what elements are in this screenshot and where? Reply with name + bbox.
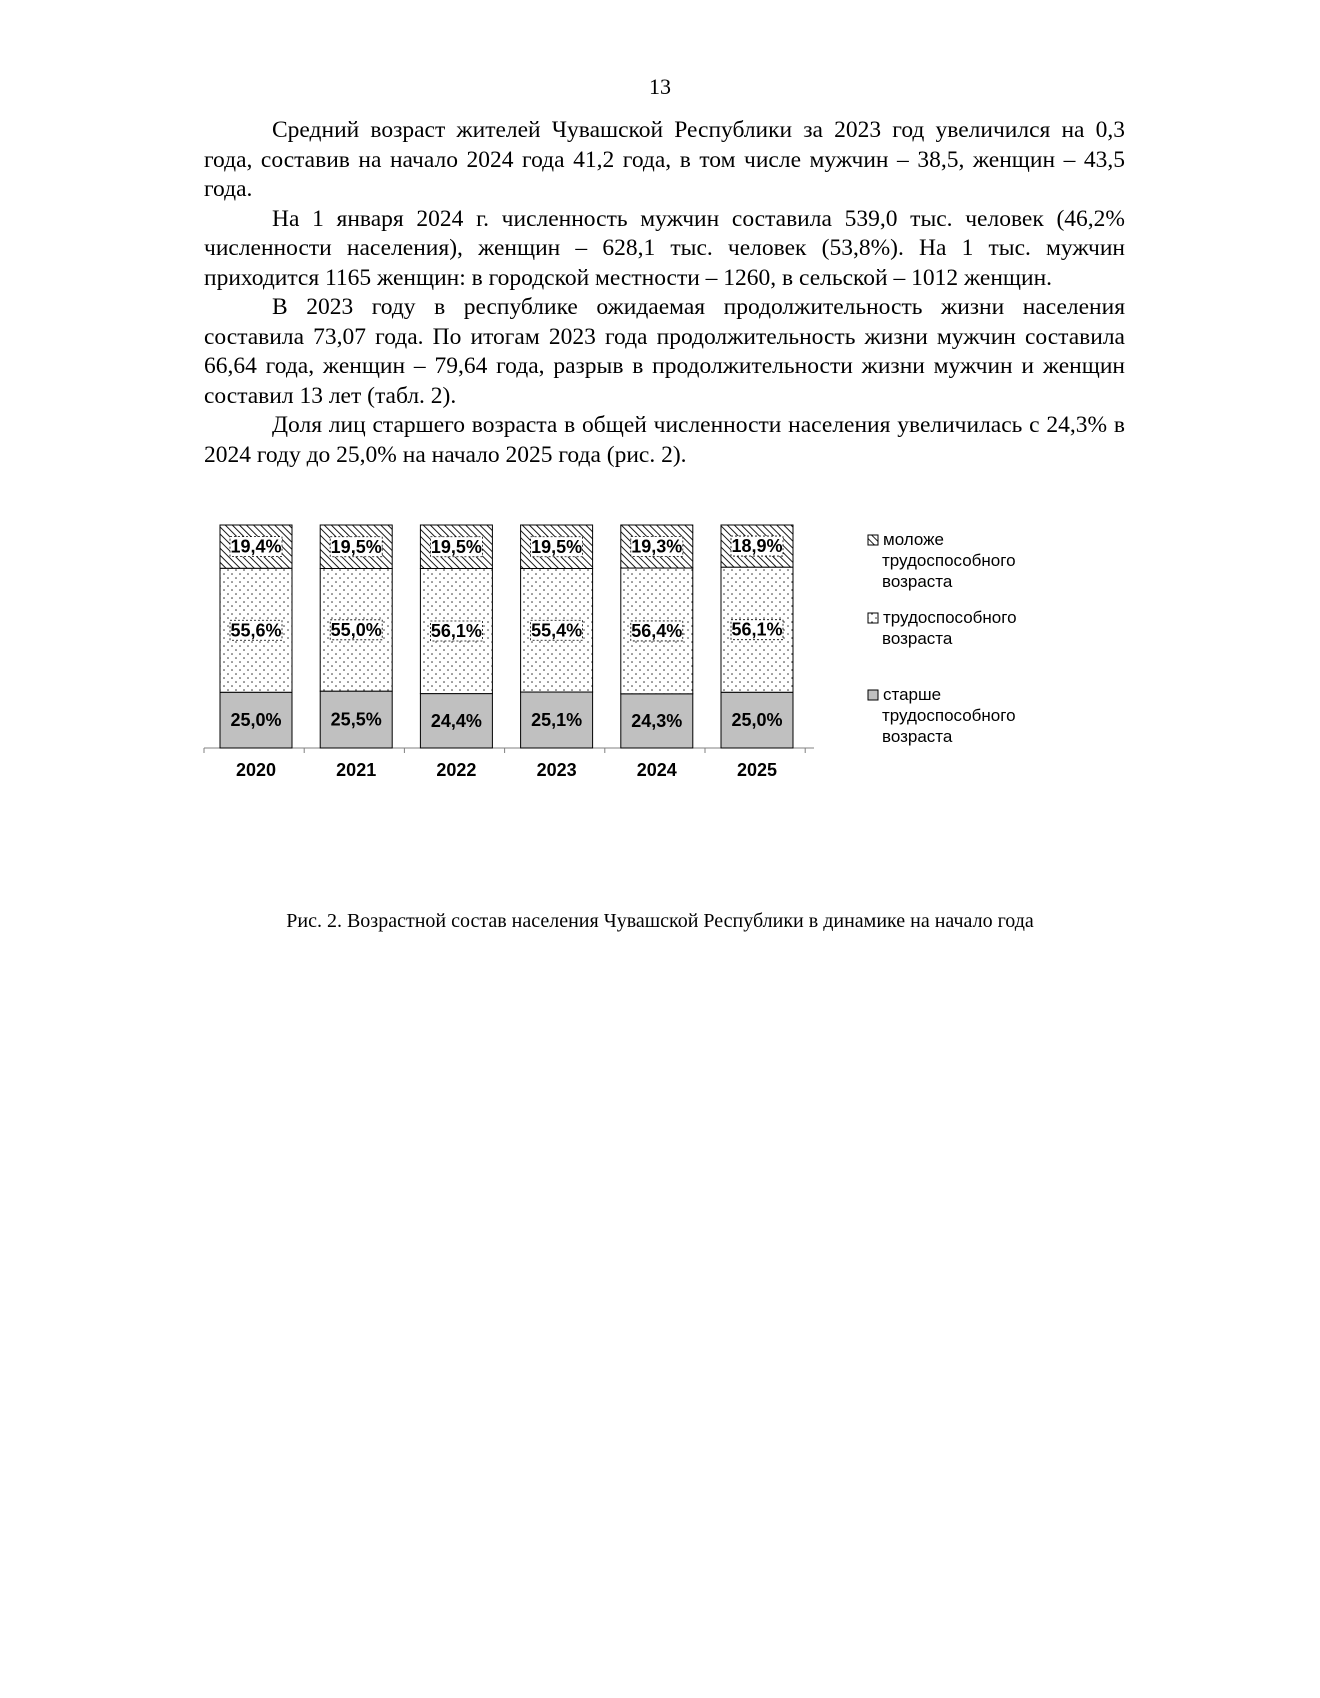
paragraph-sex-ratio: На 1 января 2024 г. численность мужчин составила 539,0 тыс. человек (46,2% численности населения), женщин – 628,1 тыс. человек (53,8%). На 1 тыс. мужчин приходится 1165 женщин: в городской местности – 1260, в сельской – 1012 женщин.: [204, 205, 1125, 291]
data-label-solid-gray-2024: 24,3%: [631, 710, 683, 731]
legend-text-dots: возраста: [882, 629, 953, 648]
data-label-hatch-2020: 19,4%: [230, 536, 282, 557]
year-label-2025: 2025: [736, 760, 778, 780]
data-label-hatch-2025: 18,9%: [731, 536, 783, 557]
legend-text-hatch: моложе: [883, 530, 944, 549]
legend-text-solid-gray: трудоспособного: [882, 706, 1016, 725]
data-label-hatch-2022: 19,5%: [430, 536, 482, 557]
legend-text-solid-gray: возраста: [882, 727, 953, 746]
page-number: 13: [649, 74, 671, 99]
legend-text-hatch: возраста: [882, 572, 953, 591]
paragraph-elderly-share: Доля лиц старшего возраста в общей численности населения увеличилась с 24,3% в 2024 году до 25,0% на начало 2025 года (рис. 2).: [204, 412, 1125, 468]
legend-swatch-hatch: [868, 535, 878, 545]
data-label-solid-gray-2020: 25,0%: [230, 710, 282, 731]
data-label-solid-gray-2022: 24,4%: [430, 710, 482, 731]
paragraph-average-age: Средний возраст жителей Чувашской Республики за 2023 год увеличился на 0,3 года, составив на начало 2024 года 41,2 года, в том числе мужчин – 38,5, женщин – 43,5 года.: [204, 117, 1125, 202]
figure-caption: Рис. 2. Возрастной состав населения Чувашской Республики в динамике на начало года: [286, 910, 1034, 932]
data-label-dots-2024: 56,4%: [631, 620, 683, 641]
year-label-2023: 2023: [536, 760, 577, 780]
body-text: [204, 116, 1125, 470]
paragraph-life-expectancy: В 2023 году в республике ожидаемая продолжительность жизни населения составила 73,07 года. По итогам 2023 года продолжительность жизни мужчин составила 66,64 года, женщин – 79,64 года, разрыв в продолжительности жизни мужчин и женщин составил 13 лет (табл. 2).: [204, 294, 1125, 409]
data-label-hatch-2023: 19,5%: [531, 536, 583, 557]
data-label-dots-2021: 55,0%: [330, 619, 382, 640]
legend-swatch-dots: [868, 613, 878, 623]
data-label-dots-2025: 56,1%: [731, 619, 783, 640]
year-label-2024: 2024: [636, 760, 677, 780]
chart-svg: [210, 530, 1130, 870]
data-label-hatch-2021: 19,5%: [330, 536, 382, 557]
data-label-dots-2022: 56,1%: [430, 621, 482, 642]
data-label-dots-2023: 55,4%: [531, 620, 583, 641]
year-label-2020: 2020: [235, 760, 277, 780]
year-label-2021: 2021: [336, 760, 377, 780]
data-label-solid-gray-2023: 25,1%: [531, 710, 583, 731]
data-label-hatch-2024: 19,3%: [631, 536, 683, 557]
data-label-solid-gray-2021: 25,5%: [330, 709, 382, 730]
data-label-solid-gray-2025: 25,0%: [731, 710, 783, 731]
legend-text-dots: трудоспособного: [883, 608, 1017, 627]
data-label-dots-2020: 55,6%: [230, 620, 282, 641]
year-label-2022: 2022: [436, 760, 477, 780]
age-structure-chart: [210, 530, 1130, 870]
legend-text-hatch: трудоспособного: [882, 551, 1016, 570]
legend-swatch-solid-gray: [868, 690, 878, 700]
legend-text-solid-gray: старше: [883, 685, 942, 704]
